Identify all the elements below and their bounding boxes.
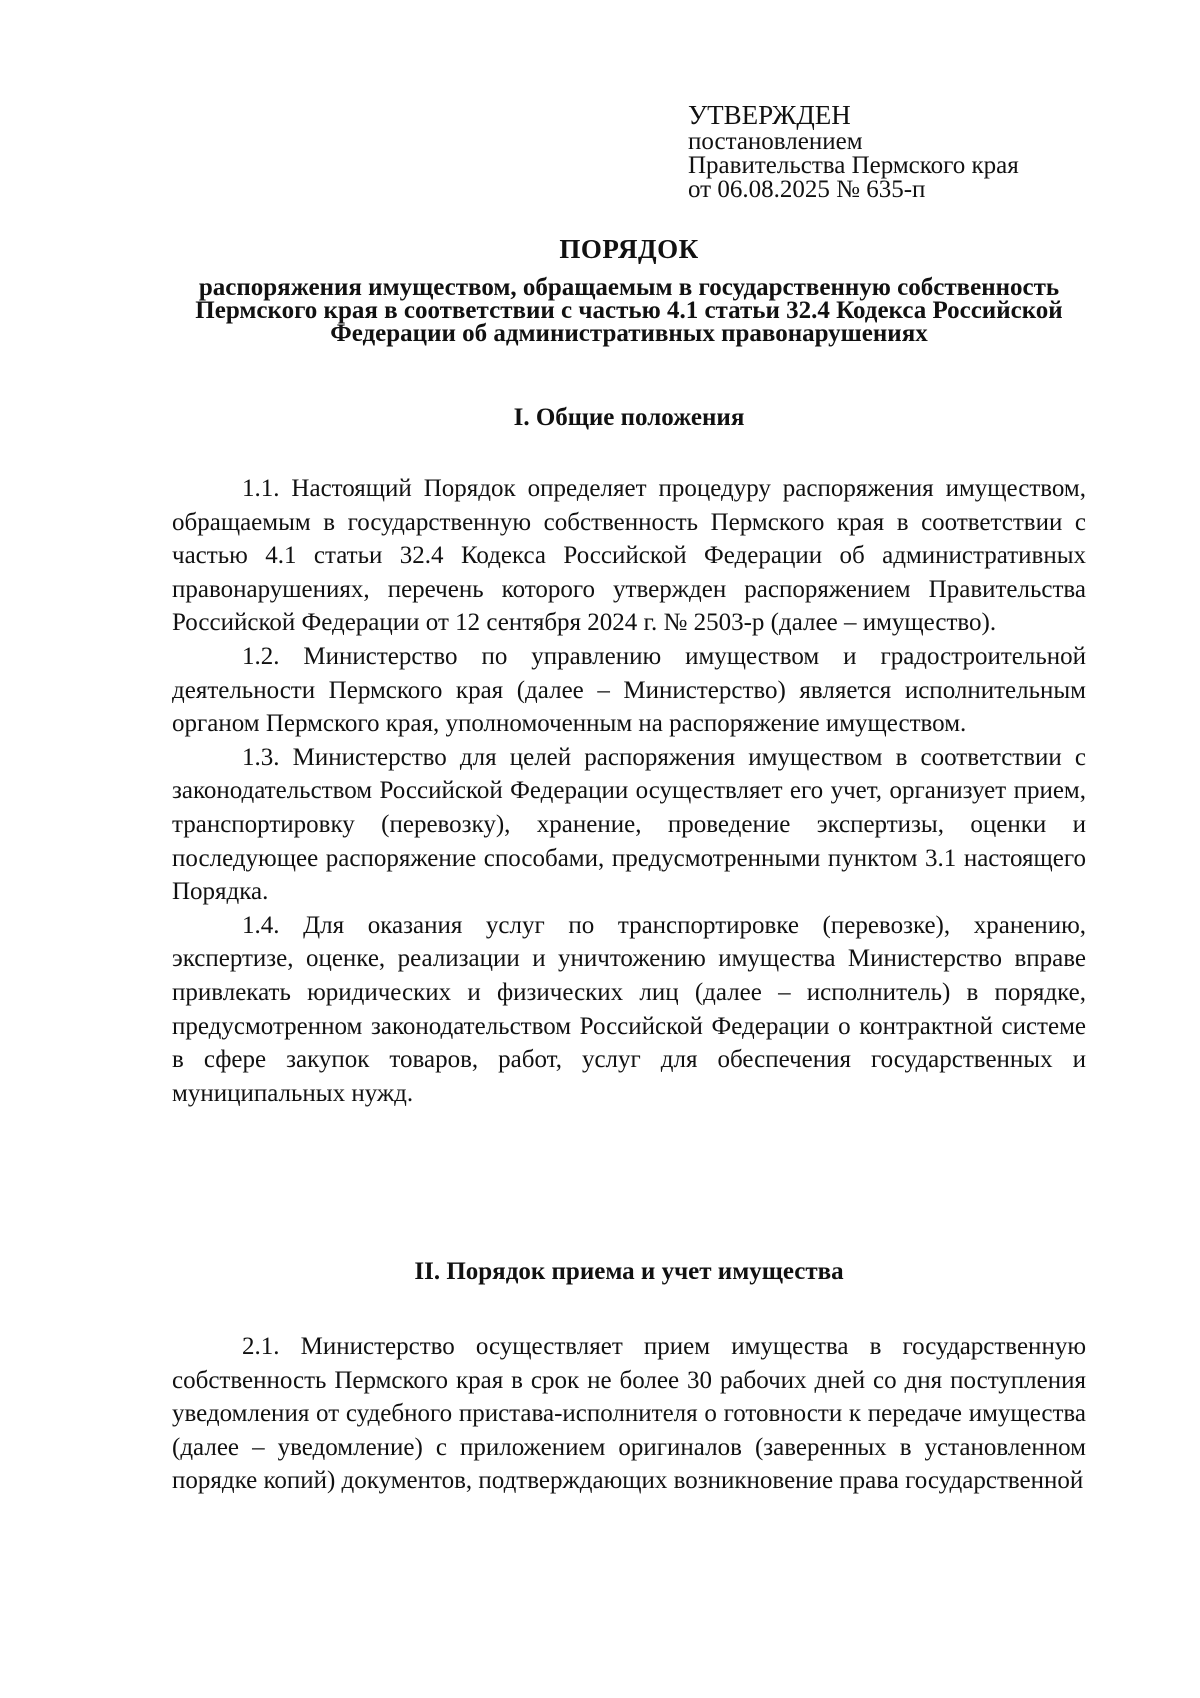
paragraph-1-4: 1.4. Для оказания услуг по транспортировке (перевозке), хранению, экспертизе, оценке, реализации и уничтожению имущества Министерство вправе привлекать юридических и физических лиц (далее – исполнитель) в порядке, предусмотренном законодательством Российской Федерации о контрактной системе в сфере закупок товаров, работ, услуг для обеспечения государственных и муниципальных нужд.: [172, 911, 1086, 1107]
approval-date: от 06.08.2025 № 635-п: [688, 176, 926, 203]
approval-line: Правительства Пермского края: [688, 152, 1019, 179]
document-subtitle: распоряжения имуществом, обращаемым в государственную собственность Пермского края в соответствии с частью 4.1 статьи 32.4 Кодекса Российской Федерации об административных правонарушениях: [195, 274, 1063, 347]
section-2-body: [172, 1330, 1086, 1498]
section-heading-1: I. Общие положения: [513, 404, 745, 431]
paragraph-1-1: 1.1. Настоящий Порядок определяет процедуру распоряжения имуществом, обращаемым в государственную собственность Пермского края в соответствии с частью 4.1 статьи 32.4 Кодекса Российской Федерации об административных правонарушениях, перечень которого утвержден распоряжением Правительства Российской Федерации от 12 сентября 2024 г. № 2503-р (далее – имущество).: [172, 475, 1086, 637]
approval-heading: УТВЕРЖДЕН: [688, 100, 851, 130]
section-heading-2: II. Порядок приема и учет имущества: [414, 1258, 844, 1285]
section-1-body: [172, 472, 1086, 1110]
paragraph-1-2: 1.2. Министерство по управлению имуществом и градостроительной деятельности Пермского края (далее – Министерство) является исполнительным органом Пермского края, уполномоченным на распоряжение имуществом.: [172, 642, 1086, 738]
approval-stamp: [688, 100, 1019, 202]
paragraph-1-3: 1.3. Министерство для целей распоряжения имуществом в соответствии с законодательством Российской Федерации осуществляет его учет, организует прием, транспортировку (перевозку), хранение, проведение экспертизы, оценки и последующее распоряжение способами, предусмотренными пунктом 3.1 настоящего Порядка.: [172, 743, 1086, 906]
paragraph-2-1: 2.1. Министерство осуществляет прием имущества в государственную собственность Пермского края в срок не более 30 рабочих дней со дня поступления уведомления от судебного пристава-исполнителя о готовности к передаче имущества (далее – уведомление) с приложением оригиналов (заверенных в установленном порядке копий) документов, подтверждающих возникновение права государственной: [172, 1333, 1086, 1495]
document-title: ПОРЯДОК: [559, 234, 699, 264]
approval-line: постановлением: [688, 128, 863, 155]
